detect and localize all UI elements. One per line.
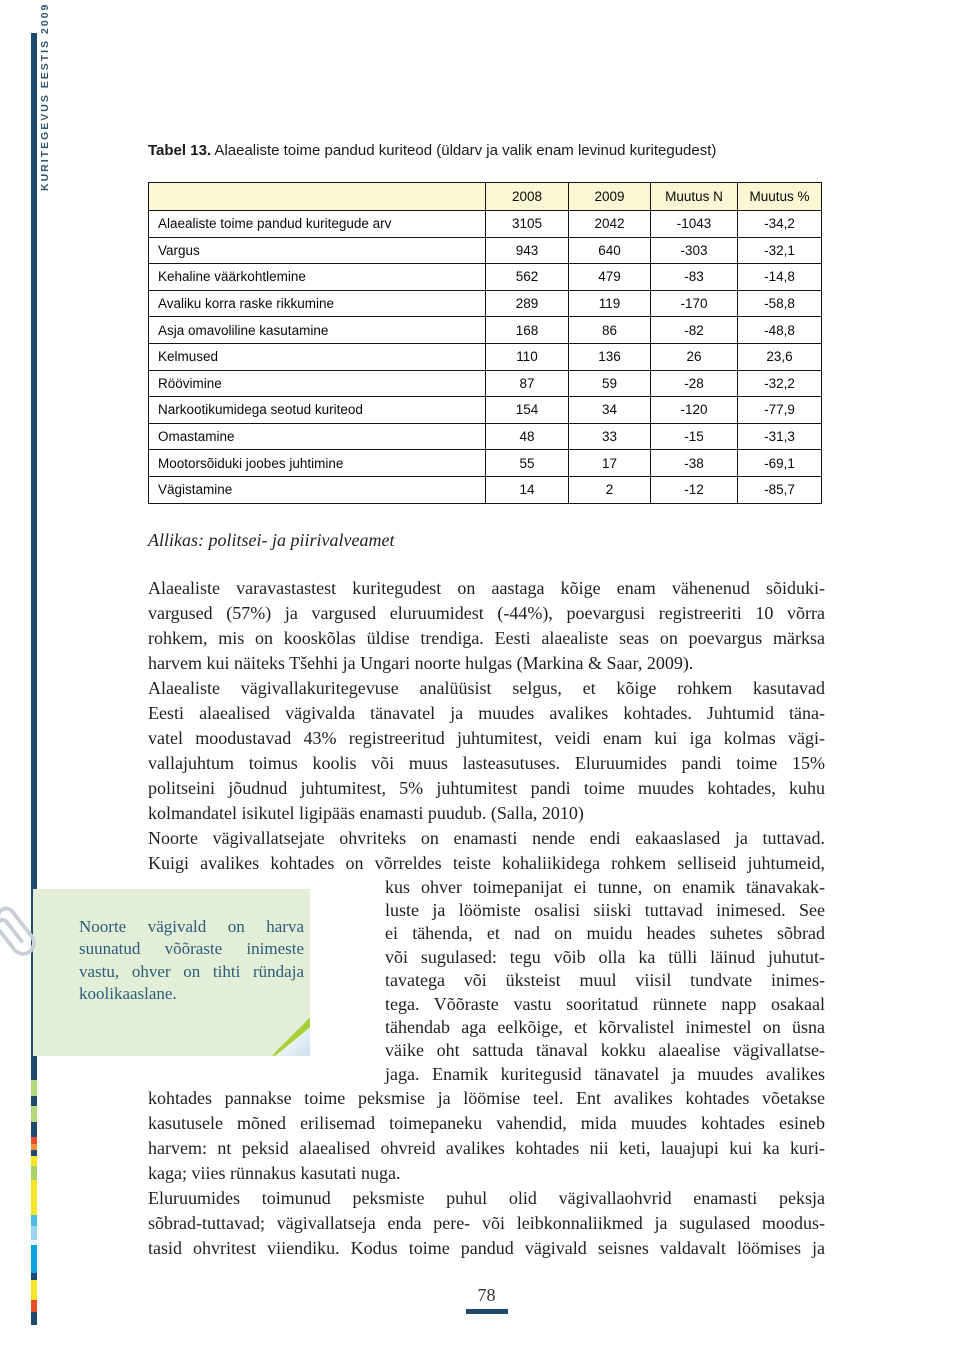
table-caption-text: Alaealiste toime pandud kuriteod (üldarv ja valik enam levinud kuritegudest)	[211, 142, 717, 159]
text-line: harvem kui näiteks Tšehhi ja Ungari noorte hulgas (Markina & Saar, 2009).	[148, 652, 694, 673]
text-line: vargused (57%) ja vargused eluruumidest (-44%), poevargusi registreeriti 10 võrra	[148, 602, 825, 623]
table-row	[149, 476, 822, 503]
paragraph-4	[148, 1186, 825, 1261]
cell-crime-label: Mootorsõiduki joobes juhtimine	[149, 450, 486, 477]
text-line: kasutusele mõned erilisemad toimepaneku vahendid, mida muudes kohtades esineb	[148, 1113, 825, 1134]
callout-line: vastu, ohver on tihti ründaja	[79, 961, 304, 981]
cell-muutus-n: -82	[651, 317, 738, 344]
cell-2009: 34	[569, 397, 651, 424]
cell-muutus-pct: -69,1	[738, 450, 822, 477]
cell-2009: 2042	[569, 211, 651, 238]
cell-muutus-n: 26	[651, 343, 738, 370]
cell-2009: 640	[569, 237, 651, 264]
text-line: sõbrad-tuttavad; vägivallatseja enda pere- või leibkonnaliikmed ja sugulased moodus-	[148, 1213, 825, 1234]
cell-crime-label: Avaliku korra raske rikkumine	[149, 290, 486, 317]
cell-crime-label: Alaealiste toime pandud kuritegude arv	[149, 211, 486, 238]
edge-color-rail	[31, 33, 37, 1325]
cell-muutus-n: -303	[651, 237, 738, 264]
cell-muutus-n: -12	[651, 476, 738, 503]
book-title-vertical: KURITEGEVUS EESTIS 2009	[39, 2, 51, 191]
page-number: 78	[477, 1285, 496, 1306]
text-line: Noorte vägivallatsejate ohvriteks on enamasti nende endi eakaaslased ja tuttavad.	[148, 827, 825, 848]
cell-2008: 289	[486, 290, 569, 317]
cell-muutus-pct: -85,7	[738, 476, 822, 503]
text-line: tähendab aga eelkõige, et kõrvalistel inimestel on üsna	[385, 1016, 825, 1037]
page-content	[79, 142, 825, 1314]
text-line: väike oht sattuda tänaval kokku alaealise vägivallatse-	[385, 1040, 825, 1061]
text-line: kohtades pannakse toime peksmise ja löömise teel. Ent avalikes kohtades võetakse	[148, 1088, 825, 1109]
cell-muutus-pct: -31,3	[738, 423, 822, 450]
cell-2008: 110	[486, 343, 569, 370]
cell-2008: 168	[486, 317, 569, 344]
table-row	[149, 343, 822, 370]
cell-crime-label: Vägistamine	[149, 476, 486, 503]
text-line: harvem: nt peksid alaealised ohvreid avalikes kohtades nii keti, lauajupi kui ka kuri-	[148, 1138, 825, 1159]
callout-and-text-row	[79, 876, 825, 1087]
text-line: ei tähenda, et nad on muidu heades suhetes sõbrad	[385, 923, 825, 944]
text-line: tavatega või üksteist muul viisil tundvate inimes-	[385, 970, 825, 991]
cell-2008: 14	[486, 476, 569, 503]
paragraph-1	[148, 576, 825, 676]
table-row	[149, 423, 822, 450]
crime-statistics-table	[148, 182, 822, 504]
table-row	[149, 370, 822, 397]
cell-muutus-pct: -48,8	[738, 317, 822, 344]
text-line: rohkem, mis on kooskõlas üldise trendiga. Eesti alaealiste seas on poevargus märksa	[148, 627, 825, 648]
text-line: jaga. Enamik kuritegusid tänavatel ja muudes avalikes	[385, 1063, 825, 1084]
cell-muutus-pct: -34,2	[738, 211, 822, 238]
table-row	[149, 450, 822, 477]
cell-muutus-n: -120	[651, 397, 738, 424]
cell-2008: 562	[486, 264, 569, 291]
cell-muutus-n: -170	[651, 290, 738, 317]
page-curl-icon	[272, 1018, 310, 1056]
text-line: tega. Võõraste vastu sooritatud rünnete napp osakaal	[385, 993, 825, 1014]
cell-muutus-n: -38	[651, 450, 738, 477]
callout-line: koolikaaslane.	[79, 984, 177, 1004]
cell-2009: 17	[569, 450, 651, 477]
paragraph-3-intro	[148, 826, 825, 876]
source-line: Allikas: politsei- ja piirivalveamet	[148, 529, 395, 550]
callout-note	[33, 889, 310, 1056]
cell-muutus-n: -1043	[651, 211, 738, 238]
text-line: Alaealiste vägivallakuritegevuse analüüsist selgus, et kõige rohkem kasutavad	[148, 677, 825, 698]
cell-muutus-pct: -14,8	[738, 264, 822, 291]
cell-2008: 154	[486, 397, 569, 424]
cell-crime-label: Narkootikumidega seotud kuriteod	[149, 397, 486, 424]
cell-crime-label: Kehaline väärkohtlemine	[149, 264, 486, 291]
cell-2008: 3105	[486, 211, 569, 238]
text-line: luste ja löömiste osalisi siiski tuttavad inimesed. See	[385, 899, 825, 920]
text-line: vallajuhtum toimus koolis või muus lasteasutuses. Eluruumides pandi toime 15%	[148, 752, 825, 773]
callout-line: Noorte vägivald on harva	[79, 916, 304, 936]
cell-2009: 33	[569, 423, 651, 450]
text-line: vatel moodustavad 43% registreeritud juhtumitest, veidi enam kui iga kolmas vägi-	[148, 727, 825, 748]
col-header-muutus-pct: Muutus %	[738, 183, 822, 211]
cell-crime-label: Omastamine	[149, 423, 486, 450]
table-header-row	[149, 183, 822, 211]
cell-muutus-n: -15	[651, 423, 738, 450]
table-row	[149, 237, 822, 264]
cell-2009: 119	[569, 290, 651, 317]
col-header-2009: 2009	[569, 183, 651, 211]
callout-text	[79, 916, 304, 1006]
text-line: kolmandatel isikutel ligipääs enamasti puudub. (Salla, 2010)	[148, 802, 584, 823]
callout-line: suunatud võõraste inimeste	[79, 939, 304, 959]
cell-2009: 479	[569, 264, 651, 291]
text-line: Eesti alaealised vägivalda tänavatel ja muudes avalikes kohtades. Juhtumid täna-	[148, 702, 825, 723]
text-line: Kuigi avalikes kohtades on võrreldes teiste kohaliikidega rohkem selliseid juhtumeid,	[148, 852, 825, 873]
cell-crime-label: Kelmused	[149, 343, 486, 370]
table-row	[149, 397, 822, 424]
cell-2008: 55	[486, 450, 569, 477]
text-line: kus ohver toimepanijat ei tunne, on enamik tänavakak-	[385, 876, 825, 897]
paragraph-3-continued	[148, 1086, 825, 1186]
paragraph-2	[148, 676, 825, 826]
cell-2009: 86	[569, 317, 651, 344]
table-row	[149, 290, 822, 317]
table-row	[149, 264, 822, 291]
table-row	[149, 317, 822, 344]
cell-muutus-pct: -32,2	[738, 370, 822, 397]
cell-2008: 48	[486, 423, 569, 450]
cell-muutus-n: -28	[651, 370, 738, 397]
page-number-underline	[466, 1309, 508, 1314]
text-line: politseini jõudnud juhtumitest, 5% juhtumitest pandi toime muudes kohtades, kuhu	[148, 777, 825, 798]
cell-2009: 2	[569, 476, 651, 503]
cell-muutus-n: -83	[651, 264, 738, 291]
cell-muutus-pct: -77,9	[738, 397, 822, 424]
cell-2009: 136	[569, 343, 651, 370]
cell-2008: 943	[486, 237, 569, 264]
cell-crime-label: Asja omavoliline kasutamine	[149, 317, 486, 344]
text-line: tasid ohvritest viiendiku. Kodus toime pandud vägivald seisnes valdavalt löömises ja	[148, 1238, 825, 1259]
col-header-2008: 2008	[486, 183, 569, 211]
text-line: või sugulased: tegu võib olla ka tülli läinud juhutut-	[385, 946, 825, 967]
text-line: Alaealiste varavastastest kuritegudest on aastaga kõige enam vähenenud sõiduki-	[148, 577, 825, 598]
col-header-muutus-n: Muutus N	[651, 183, 738, 211]
table-row	[149, 211, 822, 238]
cell-2009: 59	[569, 370, 651, 397]
cell-crime-label: Röövimine	[149, 370, 486, 397]
text-line: Eluruumides toimunud peksmiste puhul olid vägivallaohvrid enamasti peksja	[148, 1188, 825, 1209]
cell-muutus-pct: -58,8	[738, 290, 822, 317]
page-footer	[148, 1285, 825, 1314]
cell-2008: 87	[486, 370, 569, 397]
col-header-empty	[149, 183, 486, 211]
cell-muutus-pct: -32,1	[738, 237, 822, 264]
text-line: kaga; viies rünnakus kasutati nuga.	[148, 1163, 401, 1184]
table-caption	[148, 142, 825, 159]
cell-crime-label: Vargus	[149, 237, 486, 264]
paragraph-3-beside-callout	[385, 876, 825, 1087]
cell-muutus-pct: 23,6	[738, 343, 822, 370]
table-caption-number: Tabel 13.	[148, 142, 212, 159]
